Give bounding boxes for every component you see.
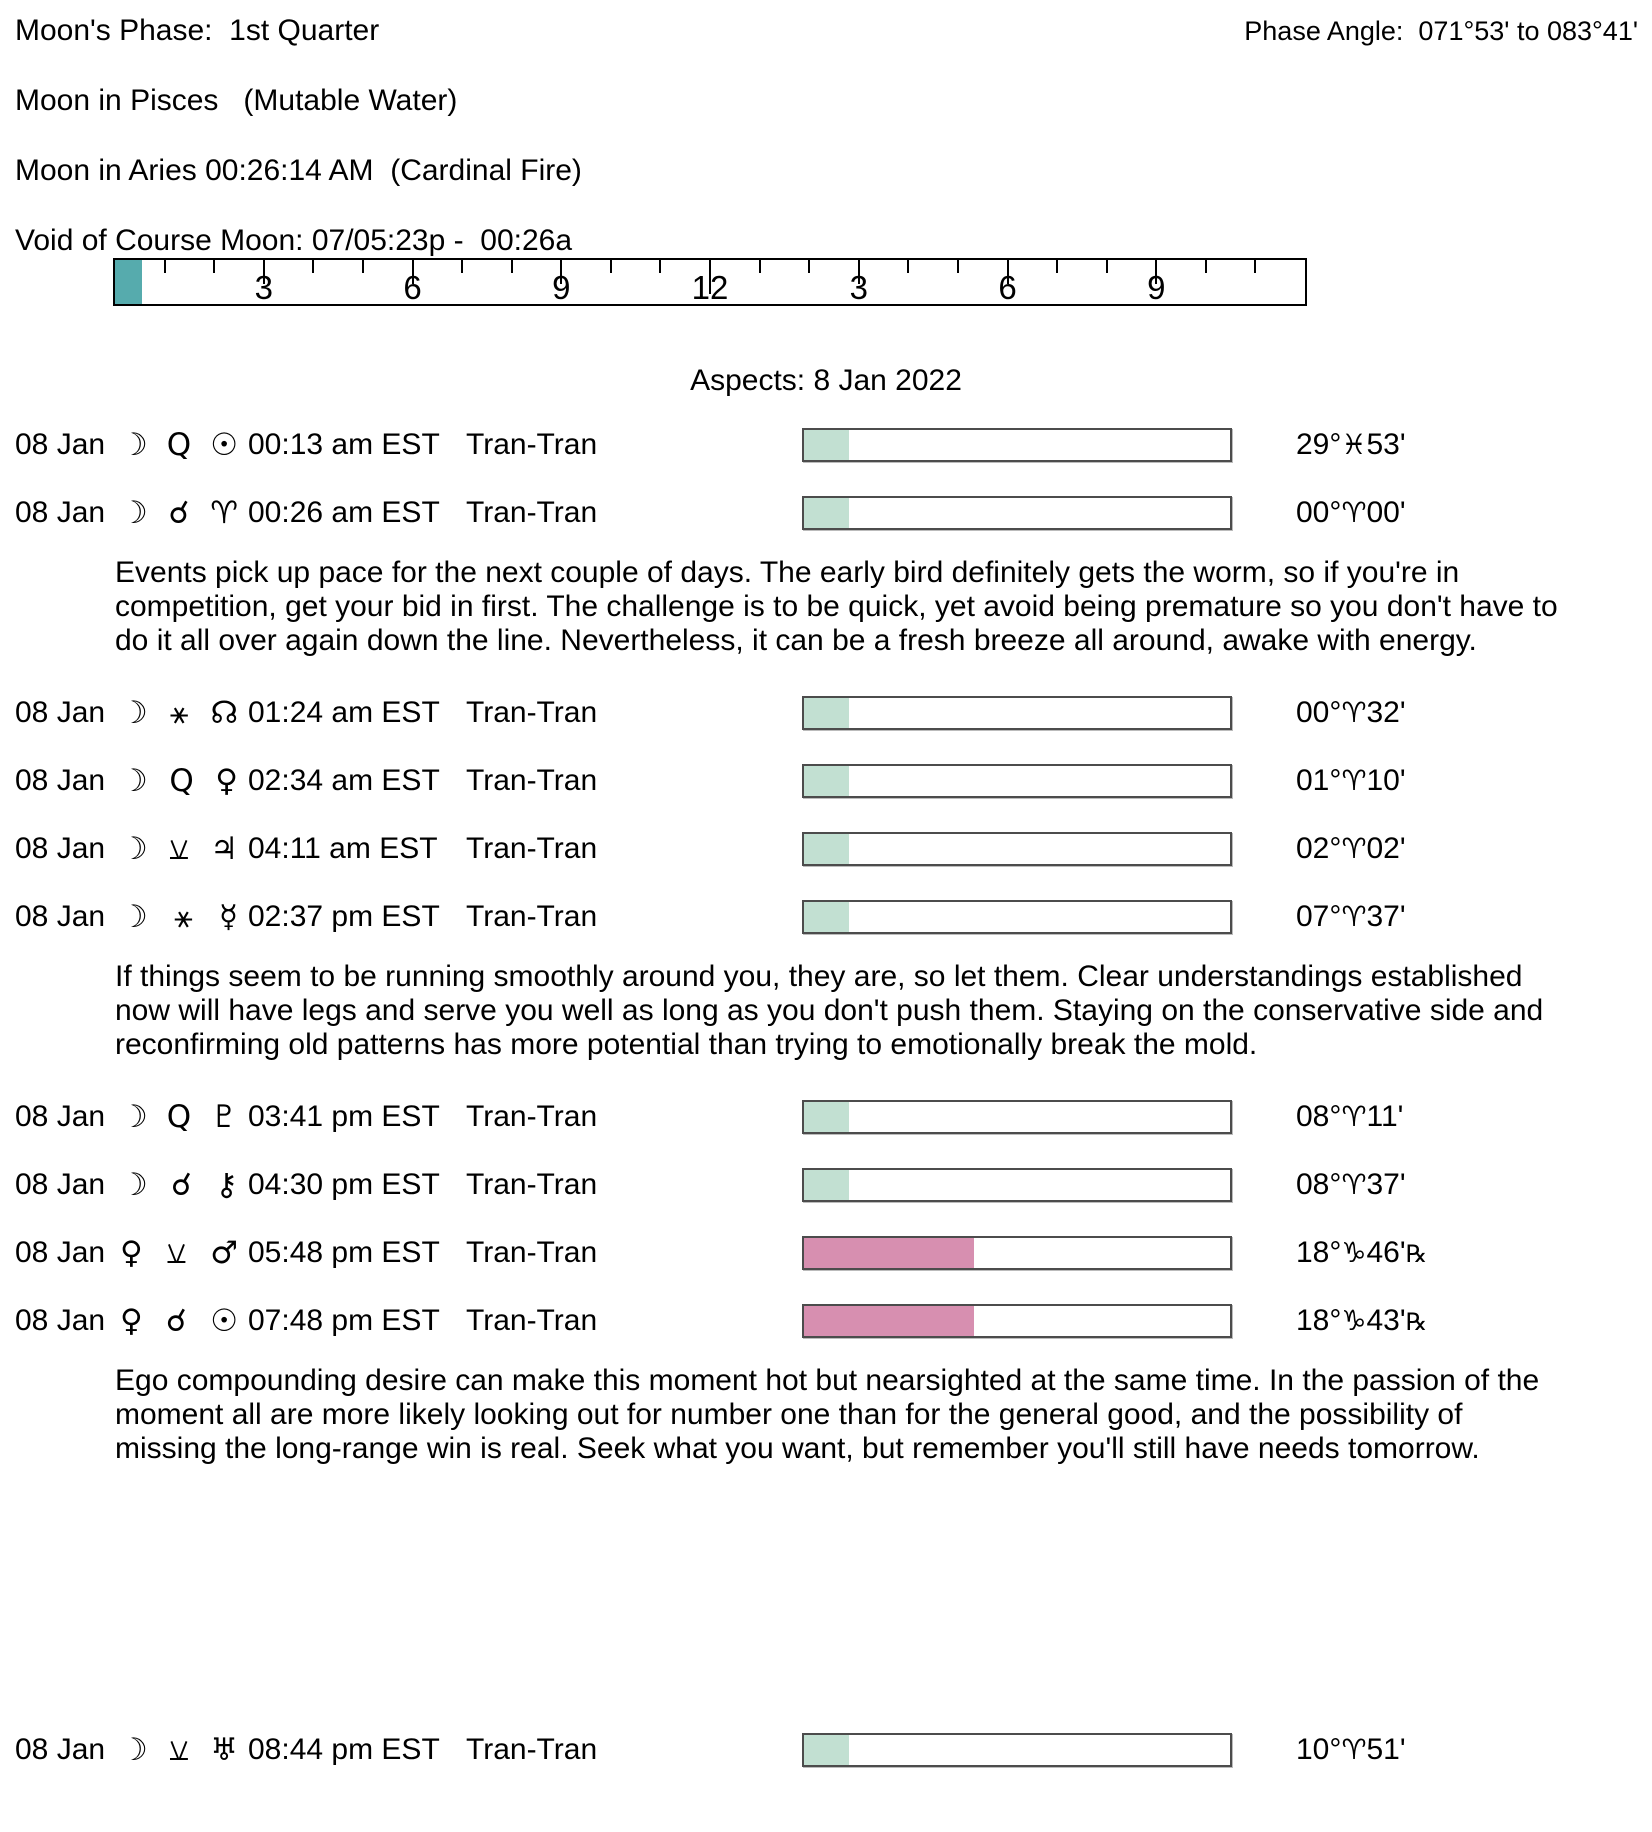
venus-icon: ♀ xyxy=(120,1302,143,1339)
orb-progress-bar xyxy=(802,900,1232,934)
aspect-date: 08 Jan xyxy=(15,832,106,865)
aspect-time: 03:41 pm EST xyxy=(248,1100,440,1133)
aspect-time: 05:48 pm EST xyxy=(248,1236,440,1269)
aspect-date: 08 Jan xyxy=(15,900,106,933)
hour-tick xyxy=(808,260,810,273)
orb-progress-fill xyxy=(804,1170,849,1200)
moon-icon: ☽ xyxy=(120,898,148,935)
aspect-row xyxy=(15,762,1652,800)
aspect-row xyxy=(15,898,1652,936)
position-minutes: 10' xyxy=(1366,764,1406,797)
hour-tick xyxy=(759,260,761,273)
retrograde-icon: ℞ xyxy=(1405,1241,1428,1268)
moon-icon: ☽ xyxy=(120,762,148,799)
aspect-time: 02:34 am EST xyxy=(248,764,440,797)
conjunction-icon: ☌ xyxy=(168,494,190,531)
orb-progress-fill xyxy=(804,766,849,796)
retrograde-icon: ℞ xyxy=(1405,1309,1428,1336)
orb-progress-fill xyxy=(804,698,849,728)
aspect-interpretation: Events pick up pace for the next couple of days. The early bird definitely gets the worm, so if you're in competition, get your bid in first. The challenge is to be quick, yet avoid being premature so you don't have to do it all over again down the line. Nevertheless, it can be a fresh breeze all around, awake with energy. xyxy=(115,556,1558,657)
capricorn-sign-icon: ♑ xyxy=(1341,1236,1367,1269)
hour-tick xyxy=(362,260,364,273)
orb-progress-fill xyxy=(804,1102,849,1132)
aspect-position xyxy=(1296,1733,1406,1767)
aspect-date: 08 Jan xyxy=(15,1236,106,1269)
orb-progress-fill xyxy=(804,902,849,932)
capricorn-sign-icon: ♑ xyxy=(1341,1304,1367,1337)
position-degrees: 10° xyxy=(1296,1733,1342,1766)
hour-tick xyxy=(164,260,166,273)
orb-progress-bar xyxy=(802,1733,1232,1767)
aspect-position xyxy=(1296,1304,1427,1338)
aspect-time: 04:30 pm EST xyxy=(248,1168,440,1201)
aspects-title: Aspects: 8 Jan 2022 xyxy=(690,364,962,397)
aspect-glyphs xyxy=(120,830,248,867)
aspect-row xyxy=(15,1302,1652,1340)
aries-sign-icon: ♈ xyxy=(1341,832,1367,865)
position-degrees: 18° xyxy=(1296,1304,1342,1337)
quintile-icon: Q xyxy=(166,1098,192,1135)
position-minutes: 43' xyxy=(1366,1304,1406,1337)
header-top-row xyxy=(15,14,1652,48)
orb-progress-fill xyxy=(804,834,849,864)
aspect-date: 08 Jan xyxy=(15,1168,106,1201)
aries-sign-icon: ♈ xyxy=(1341,1100,1367,1133)
hour-label: 6 xyxy=(403,269,422,306)
aspect-glyphs xyxy=(120,898,248,935)
aspect-date: 08 Jan xyxy=(15,1100,106,1133)
moon-sign-next-text: Moon in Aries 00:26:14 AM (Cardinal Fire) xyxy=(15,154,582,187)
hour-label: 6 xyxy=(998,269,1017,306)
hour-tick xyxy=(907,260,909,273)
position-degrees: 01° xyxy=(1296,764,1342,797)
north-node-icon: ☊ xyxy=(210,694,238,731)
hour-tick xyxy=(312,260,314,273)
aspect-time: 01:24 am EST xyxy=(248,696,440,729)
position-minutes: 53' xyxy=(1366,428,1406,461)
aspect-glyphs xyxy=(120,494,248,531)
semisextile-icon: ⚺ xyxy=(168,1731,190,1768)
hour-tick xyxy=(1254,260,1256,273)
aspect-glyphs xyxy=(120,694,248,731)
aspect-date: 08 Jan xyxy=(15,1733,106,1766)
hour-tick xyxy=(511,260,513,273)
hour-label: 3 xyxy=(849,269,868,306)
moon-icon: ☽ xyxy=(120,830,148,867)
aspect-position xyxy=(1296,1236,1427,1270)
aspect-time: 02:37 pm EST xyxy=(248,900,440,933)
quintile-icon: Q xyxy=(166,426,192,463)
position-minutes: 46' xyxy=(1366,1236,1406,1269)
aspect-interpretation: If things seem to be running smoothly around you, they are, so let them. Clear understandings established now will have legs and serve you well as long as you don't push them. Staying on the conservative side and reconfirming old patterns has more potential than trying to emotionally break the mold. xyxy=(115,960,1544,1061)
position-degrees: 00° xyxy=(1296,496,1342,529)
hour-tick xyxy=(461,260,463,273)
aspect-interpretation: Ego compounding desire can make this moment hot but nearsighted at the same time. In the passion of the moment all are more likely looking out for number one than for the general good, and the possibility of missing the long-range win is real. Seek what you want, but remember you'll still have needs tomorrow. xyxy=(115,1364,1540,1465)
aries-icon: ♈ xyxy=(210,494,238,531)
position-minutes: 37' xyxy=(1366,1168,1406,1201)
aspect-position xyxy=(1296,832,1406,866)
orb-progress-bar xyxy=(802,1100,1232,1134)
conjunction-icon: ☌ xyxy=(166,1302,187,1339)
orb-progress-bar xyxy=(802,832,1232,866)
position-degrees: 02° xyxy=(1296,832,1342,865)
aspect-date: 08 Jan xyxy=(15,496,106,529)
void-moon-marker xyxy=(115,260,142,304)
phase-angle-text: Phase Angle: 071°53' to 083°41' xyxy=(1244,16,1638,46)
orb-progress-fill xyxy=(804,1306,974,1336)
aries-sign-icon: ♈ xyxy=(1341,496,1367,529)
position-degrees: 00° xyxy=(1296,696,1342,729)
orb-progress-bar xyxy=(802,696,1232,730)
position-minutes: 37' xyxy=(1366,900,1406,933)
semisextile-icon: ⚺ xyxy=(166,1234,187,1271)
hour-label: 9 xyxy=(1147,269,1166,306)
aspect-date: 08 Jan xyxy=(15,1304,106,1337)
aspect-row xyxy=(15,1234,1652,1272)
hour-label: 9 xyxy=(552,269,571,306)
aspect-row xyxy=(15,1098,1652,1136)
moon-icon: ☽ xyxy=(120,494,148,531)
hour-tick xyxy=(1056,260,1058,273)
aries-sign-icon: ♈ xyxy=(1341,900,1367,933)
aspect-glyphs xyxy=(120,1302,248,1339)
aspect-glyphs xyxy=(120,1731,248,1768)
aspect-glyphs xyxy=(120,1098,248,1135)
aspect-date: 08 Jan xyxy=(15,428,106,461)
semisextile-icon: ⚺ xyxy=(168,830,190,867)
hour-label: 3 xyxy=(254,269,273,306)
position-minutes: 11' xyxy=(1366,1100,1404,1133)
aspect-position xyxy=(1296,1168,1406,1202)
position-minutes: 51' xyxy=(1366,1733,1406,1766)
aspect-glyphs xyxy=(120,762,248,799)
aspect-position xyxy=(1296,900,1406,934)
orb-progress-bar xyxy=(802,1168,1232,1202)
aspects-list xyxy=(15,426,1652,1769)
position-minutes: 00' xyxy=(1366,496,1406,529)
aspect-position xyxy=(1296,1100,1403,1134)
orb-progress-fill xyxy=(804,498,849,528)
quintile-icon: Q xyxy=(169,762,194,799)
aspect-time: 07:48 pm EST xyxy=(248,1304,440,1337)
orb-progress-fill xyxy=(804,430,849,460)
orb-progress-bar xyxy=(802,1304,1232,1338)
position-minutes: 02' xyxy=(1366,832,1406,865)
aries-sign-icon: ♈ xyxy=(1341,1733,1367,1766)
aspect-type: Tran-Tran xyxy=(466,1733,598,1766)
aspect-position xyxy=(1296,764,1406,798)
void-of-course-text: Void of Course Moon: 07/05:23p - 00:26a xyxy=(15,224,573,257)
conjunction-icon: ☌ xyxy=(171,1166,192,1203)
aspect-type: Tran-Tran xyxy=(466,1168,598,1201)
moon-sign-current-text: Moon in Pisces (Mutable Water) xyxy=(15,84,458,117)
orb-progress-bar xyxy=(802,428,1232,462)
moon-phase-text: Moon's Phase: 1st Quarter xyxy=(15,14,380,47)
aspect-type: Tran-Tran xyxy=(466,900,598,933)
pisces-sign-icon: ♓ xyxy=(1341,428,1367,461)
aspect-glyphs xyxy=(120,1166,248,1203)
sextile-icon: ⚹ xyxy=(174,898,193,935)
aries-sign-icon: ♈ xyxy=(1341,1168,1367,1201)
orb-progress-fill xyxy=(804,1735,849,1765)
uranus-icon: ♅ xyxy=(210,1731,238,1768)
orb-progress-bar xyxy=(802,764,1232,798)
aspect-time: 00:26 am EST xyxy=(248,496,440,529)
orb-progress-fill xyxy=(804,1238,974,1268)
hour-tick xyxy=(659,260,661,273)
position-degrees: 08° xyxy=(1296,1100,1342,1133)
aspect-row xyxy=(15,1166,1652,1204)
moon-icon: ☽ xyxy=(120,1098,148,1135)
sextile-icon: ⚹ xyxy=(169,694,189,731)
mercury-icon: ☿ xyxy=(218,898,238,935)
venus-icon: ♀ xyxy=(215,762,238,799)
sun-icon: ☉ xyxy=(210,426,238,463)
aries-sign-icon: ♈ xyxy=(1341,696,1367,729)
aspect-glyphs xyxy=(120,1234,248,1271)
position-degrees: 08° xyxy=(1296,1168,1342,1201)
moon-icon: ☽ xyxy=(120,426,148,463)
position-minutes: 32' xyxy=(1366,696,1406,729)
aspect-row xyxy=(15,426,1652,464)
moon-icon: ☽ xyxy=(120,1731,148,1768)
position-degrees: 07° xyxy=(1296,900,1342,933)
moon-icon: ☽ xyxy=(120,694,148,731)
position-degrees: 18° xyxy=(1296,1236,1342,1269)
hour-tick xyxy=(610,260,612,273)
hour-tick xyxy=(213,260,215,273)
hour-label: 12 xyxy=(691,269,729,306)
venus-icon: ♀ xyxy=(120,1234,143,1271)
aspect-glyphs xyxy=(120,426,248,463)
aspect-time: 00:13 am EST xyxy=(248,428,440,461)
aspect-time: 08:44 pm EST xyxy=(248,1733,440,1766)
jupiter-icon: ♃ xyxy=(210,830,238,867)
aspect-type: Tran-Tran xyxy=(466,1304,598,1337)
aspect-type: Tran-Tran xyxy=(466,764,598,797)
aspect-type: Tran-Tran xyxy=(466,1100,598,1133)
hour-tick xyxy=(1205,260,1207,273)
aspect-row xyxy=(15,694,1652,732)
aspect-time: 04:11 am EST xyxy=(248,832,438,865)
aspect-row xyxy=(15,494,1652,532)
aspect-type: Tran-Tran xyxy=(466,1236,598,1269)
orb-progress-bar xyxy=(802,496,1232,530)
aspect-position xyxy=(1296,696,1406,730)
aspect-row xyxy=(15,830,1652,868)
hour-tick xyxy=(1106,260,1108,273)
aspect-type: Tran-Tran xyxy=(466,496,598,529)
day-timeline-ruler xyxy=(113,258,1307,306)
moon-icon: ☽ xyxy=(120,1166,148,1203)
sun-icon: ☉ xyxy=(210,1302,238,1339)
aspect-date: 08 Jan xyxy=(15,696,106,729)
aspect-row xyxy=(15,1731,1652,1769)
pluto-icon: ♇ xyxy=(210,1098,238,1135)
chiron-icon: ⚷ xyxy=(215,1166,238,1203)
aspect-position xyxy=(1296,496,1406,530)
aspect-type: Tran-Tran xyxy=(466,832,598,865)
position-degrees: 29° xyxy=(1296,428,1342,461)
hour-tick xyxy=(957,260,959,273)
aries-sign-icon: ♈ xyxy=(1341,764,1367,797)
aspect-type: Tran-Tran xyxy=(466,428,598,461)
orb-progress-bar xyxy=(802,1236,1232,1270)
aspect-date: 08 Jan xyxy=(15,764,106,797)
aspect-type: Tran-Tran xyxy=(466,696,598,729)
mars-icon: ♂ xyxy=(210,1234,238,1271)
aspect-position xyxy=(1296,428,1406,462)
